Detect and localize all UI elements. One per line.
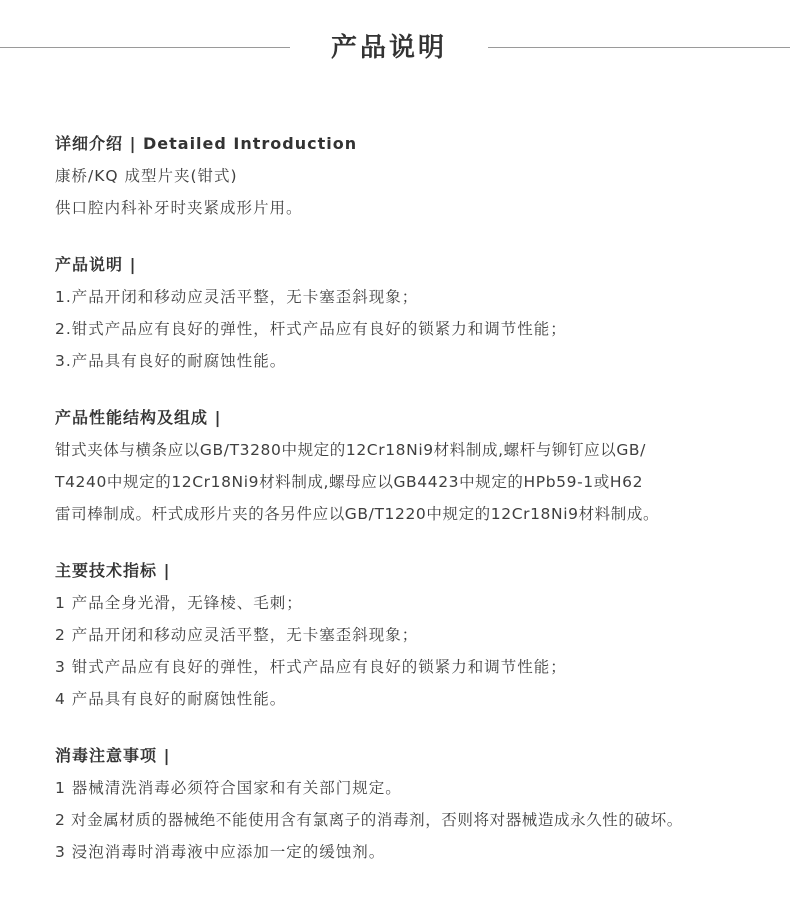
text-line: 钳式夹体与横条应以GB/T3280中规定的12Cr18Ni9材料制成,螺杆与铆钉应以GB/: [55, 441, 646, 459]
section-detailed-introduction: [55, 128, 785, 224]
section-disinfection-notes: [55, 740, 785, 868]
section-technical-specs: [55, 555, 785, 715]
text-line: 供口腔内科补牙时夹紧成形片用。: [55, 199, 303, 217]
list-item: 2 产品开闭和移动应灵活平整，无卡塞歪斜现象；: [55, 626, 419, 644]
section-title: 详细介绍 | Detailed Introduction: [55, 134, 358, 153]
section-title: 产品性能结构及组成 |: [55, 408, 222, 427]
section-title: 主要技术指标 |: [55, 561, 171, 580]
header-rule-right: [488, 47, 790, 48]
list-item: 4 产品具有良好的耐腐蚀性能。: [55, 690, 287, 708]
list-item: 3 钳式产品应有良好的弹性，杆式产品应有良好的锁紧力和调节性能；: [55, 658, 567, 676]
list-item: 1.产品开闭和移动应灵活平整，无卡塞歪斜现象；: [55, 288, 419, 306]
section-structure: [55, 402, 785, 530]
page-title: 产品说明: [330, 33, 447, 63]
section-title: 消毒注意事项 |: [55, 746, 171, 765]
header-rule-left: [0, 47, 290, 48]
list-item: 1 器械清洗消毒必须符合国家和有关部门规定。: [55, 779, 402, 797]
text-line: 雷司棒制成。杆式成形片夹的各另件应以GB/T1220中规定的12Cr18Ni9材料制成。: [55, 505, 660, 523]
list-item: 2.钳式产品应有良好的弹性，杆式产品应有良好的锁紧力和调节性能；: [55, 320, 567, 338]
list-item: 1 产品全身光滑，无锋棱、毛刺；: [55, 594, 303, 612]
text-line: 康桥/KQ 成型片夹(钳式): [55, 167, 238, 185]
list-item: 2 对金属材质的器械绝不能使用含有氯离子的消毒剂，否则将对器械造成永久性的破坏。: [55, 811, 683, 829]
page-header: [0, 28, 790, 68]
section-product-notes: [55, 249, 785, 377]
text-line: T4240中规定的12Cr18Ni9材料制成,螺母应以GB4423中规定的HPb59-1或H62: [55, 473, 644, 491]
product-description: [55, 128, 785, 868]
list-item: 3.产品具有良好的耐腐蚀性能。: [55, 352, 287, 370]
section-title: 产品说明 |: [55, 255, 137, 274]
list-item: 3 浸泡消毒时消毒液中应添加一定的缓蚀剂。: [55, 843, 386, 861]
